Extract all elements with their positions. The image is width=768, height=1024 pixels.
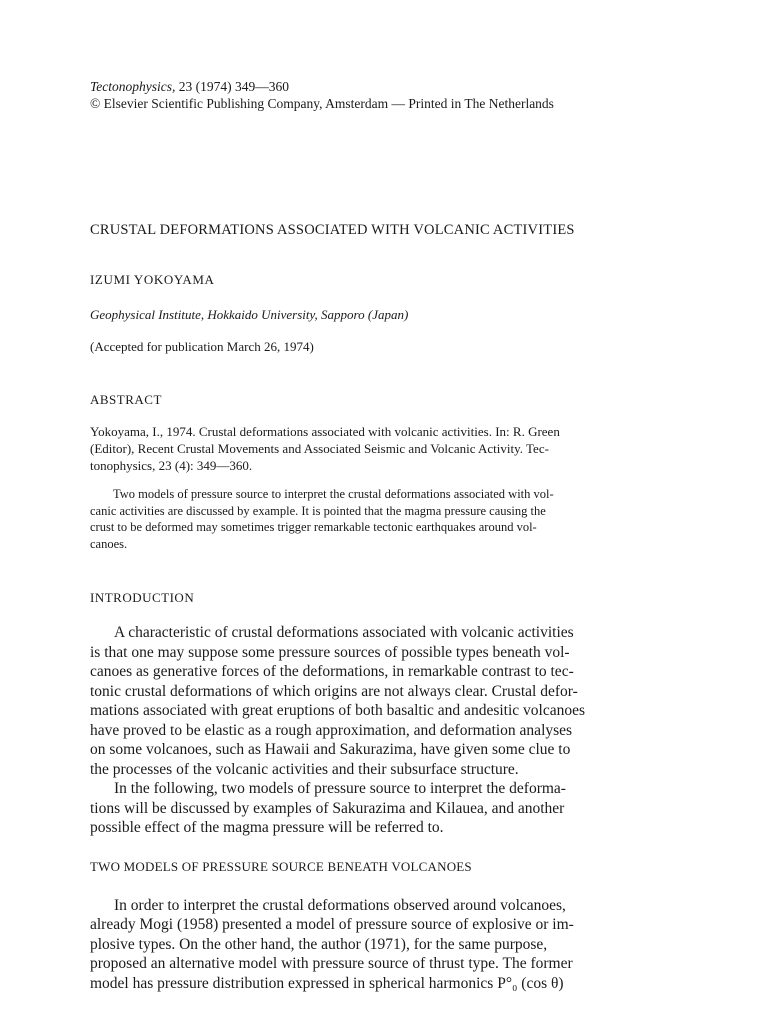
introduction-paragraph-1 [90, 623, 708, 779]
reference-citation [90, 423, 708, 474]
section-paragraph-1 [90, 896, 708, 994]
accepted-date: (Accepted for publication March 26, 1974) [90, 339, 314, 354]
body-line: the processes of the volcanic activities and their subsurface structure. [90, 760, 519, 778]
body-line: model has pressure distribution expressed in spherical harmonics P°₀ (cos θ) [90, 974, 564, 992]
article-title: CRUSTAL DEFORMATIONS ASSOCIATED WITH VOLCANIC ACTIVITIES [90, 222, 575, 238]
publisher-line: © Elsevier Scientific Publishing Company, Amsterdam — Printed in The Netherlands [90, 96, 554, 111]
introduction-paragraph-2 [90, 779, 708, 838]
author-name: IZUMI YOKOYAMA [90, 272, 215, 287]
body-line: on some volcanoes, such as Hawaii and Sakurazima, have given some clue to [90, 741, 571, 758]
journal-name: Tectonophysics, [90, 79, 176, 94]
body-line: is that one may suppose some pressure sources of possible types beneath vol- [90, 643, 570, 661]
abstract-heading: ABSTRACT [90, 392, 162, 407]
citation-line: (Editor), Recent Crustal Movements and Associated Seismic and Volcanic Activity. Tec- [90, 441, 549, 456]
abstract-line: Two models of pressure source to interpret the crustal deformations associated with vol- [113, 487, 554, 501]
citation-line: tonophysics, 23 (4): 349—360. [90, 458, 253, 473]
body-line: tonic crustal deformations of which origins are not always clear. Crustal defor- [90, 682, 578, 700]
body-line: mations associated with great eruptions of both basaltic and andesitic volcanoes [90, 702, 586, 719]
abstract-text [90, 486, 708, 552]
body-line: possible effect of the magma pressure will be referred to. [90, 819, 444, 836]
body-line: In the following, two models of pressure source to interpret the deforma- [114, 780, 566, 797]
body-line: A characteristic of crustal deformations associated with volcanic activities [114, 624, 574, 641]
body-line: In order to interpret the crustal deformations observed around volcanoes, [114, 896, 566, 914]
body-line: already Mogi (1958) presented a model of pressure source of explosive or im- [90, 916, 574, 933]
abstract-line: crust to be deformed may sometimes trigger remarkable tectonic earthquakes around vol- [90, 520, 537, 534]
body-line: proposed an alternative model with pressure source of thrust type. The former [90, 955, 573, 972]
introduction-heading: INTRODUCTION [90, 590, 195, 605]
abstract-line: canoes. [90, 536, 128, 551]
body-line: tions will be discussed by examples of Sakurazima and Kilauea, and another [90, 799, 565, 817]
citation-line: Yokoyama, I., 1974. Crustal deformations associated with volcanic activities. In: R. Green [90, 424, 560, 439]
author-affiliation: Geophysical Institute, Hokkaido University, Sapporo (Japan) [90, 307, 409, 322]
journal-volume: 23 (1974) 349—360 [178, 79, 289, 94]
body-line: plosive types. On the other hand, the author (1971), for the same purpose, [90, 935, 548, 953]
journal-citation [90, 78, 708, 95]
section-heading: TWO MODELS OF PRESSURE SOURCE BENEATH VOLCANOES [90, 858, 472, 874]
body-line: have proved to be elastic as a rough approximation, and deformation analyses [90, 721, 573, 739]
body-line: canoes as generative forces of the deformations, in remarkable contrast to tec- [90, 663, 574, 680]
abstract-line: canic activities are discussed by example. It is pointed that the magma pressure causing the [90, 503, 546, 518]
